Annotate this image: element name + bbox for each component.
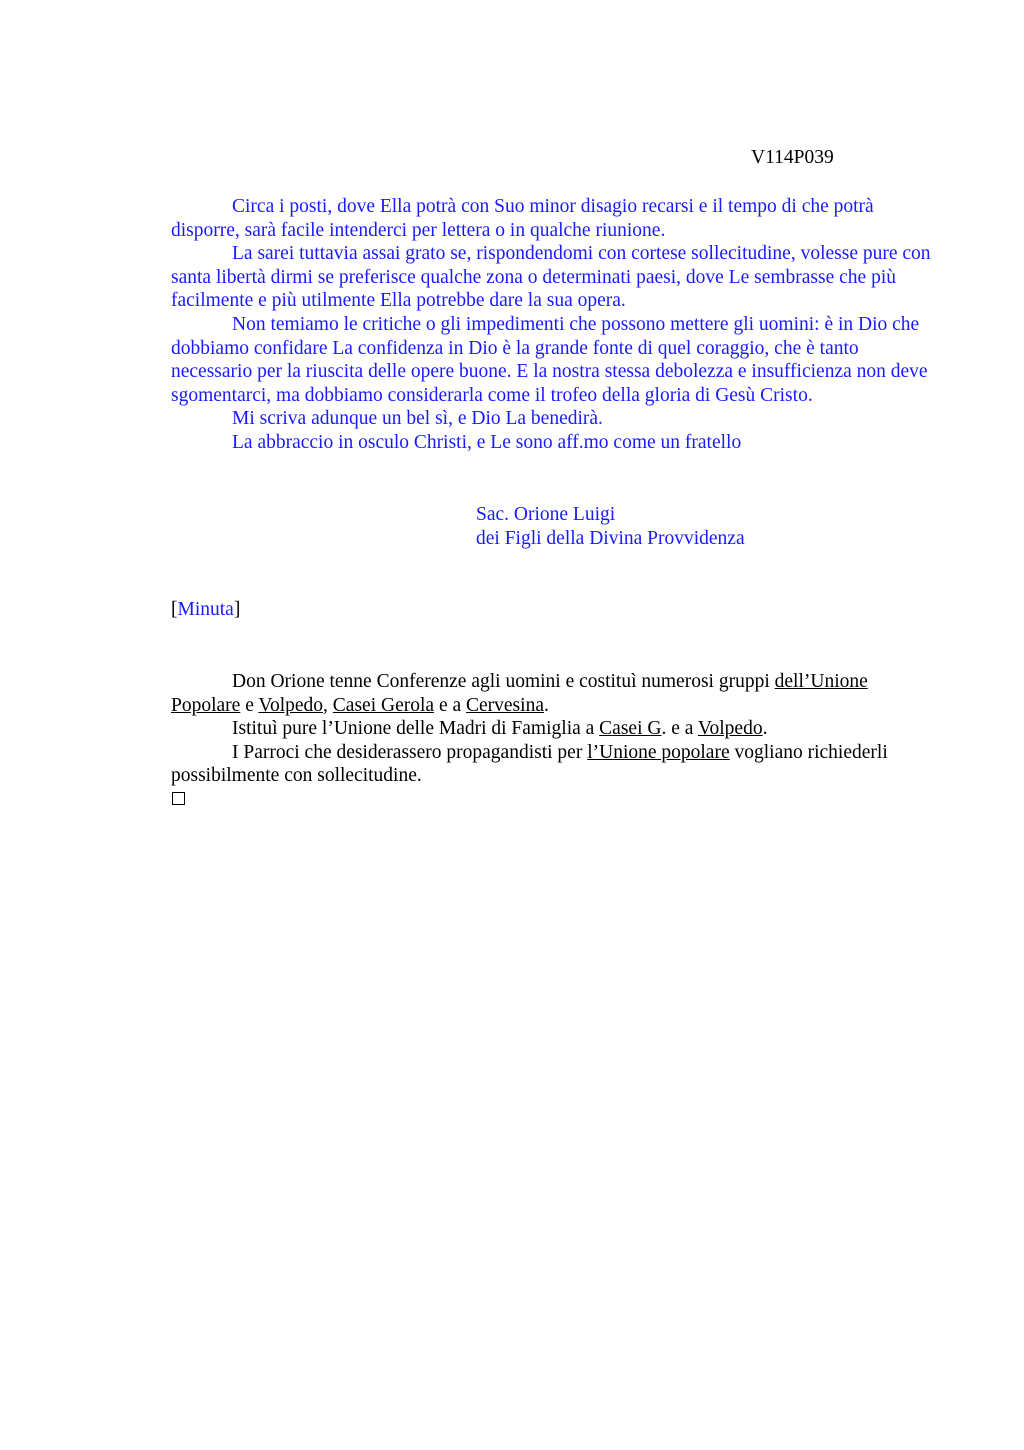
letter-paragraph: Mi scriva adunque un bel sì, e Dio La benedirà. <box>232 408 603 430</box>
page-reference: V114P039 <box>751 147 834 168</box>
note-text: e <box>240 694 259 716</box>
letter-paragraph: La abbraccio in osculo Christi, e Le sono aff.mo come un fratello <box>232 431 742 453</box>
note-text: . <box>762 718 768 740</box>
letter-paragraph: La sarei tuttavia assai grato se, rispondendomi con cortese sollecitudine, volesse pure con santa libertà dirmi se preferisce qualche zona o determinati paesi, dove Le sembrasse che più facilmente e più utilmente Ella potrebbe dare la sua opera. <box>171 243 931 312</box>
minuta-text: Minuta <box>177 599 234 620</box>
note-text: , <box>323 694 333 716</box>
minuta-close-bracket: ] <box>233 599 241 620</box>
note-text: Istituì pure l’Unione delle Madri di Famiglia a <box>232 718 600 740</box>
note-text: . e a <box>661 718 698 740</box>
note-underlined: Volpedo <box>697 718 763 740</box>
note-text: Don Orione tenne Conferenze agli uomini e costituì numerosi gruppi <box>232 671 775 692</box>
letter-paragraph: Non temiamo le critiche o gli impedimenti che possono mettere gli uomini: è in Dio che dobbiamo confidare La confidenza in Dio è la grande fonte di quel coraggio, che è tanto necessario per la riuscita delle opere buone. E la nostra stessa debolezza e insufficienza non deve sgomentarci, ma dobbiamo considerarla come il trofeo della gloria di Gesù Cristo. <box>171 313 928 406</box>
note-paragraph <box>171 717 931 741</box>
signature-title: dei Figli della Divina Provvidenza <box>476 527 745 549</box>
minuta-label <box>171 598 240 622</box>
signature-name: Sac. Orione Luigi <box>476 504 616 525</box>
note-underlined: Casei G <box>599 718 662 740</box>
note-text: vogliano richiederli possibilmente con sollecitudine. <box>171 741 888 787</box>
note-underlined: Cervesina <box>466 694 544 716</box>
letter-paragraph: Circa i posti, dove Ella potrà con Suo minor disagio recarsi e il tempo di che potrà disporre, sarà facile intenderci per lettera o in qualche riunione. <box>171 196 874 241</box>
note-text: . <box>543 694 549 716</box>
note-text: e a <box>434 694 466 716</box>
note-text: I Parroci che desiderassero propagandisti per <box>232 741 588 763</box>
note-underlined: Volpedo <box>258 694 324 716</box>
note-underlined: dell’Unione Popolare <box>171 671 868 716</box>
note-underlined: Casei Gerola <box>332 694 435 716</box>
signature-block <box>476 503 745 550</box>
letter-body <box>171 195 931 455</box>
notes-section <box>171 670 931 788</box>
minuta-open-bracket: [ <box>171 599 178 620</box>
note-underlined: l’Unione popolare <box>587 741 730 763</box>
note-paragraph <box>171 741 931 788</box>
note-paragraph <box>171 670 931 717</box>
end-marker-box <box>172 792 185 805</box>
